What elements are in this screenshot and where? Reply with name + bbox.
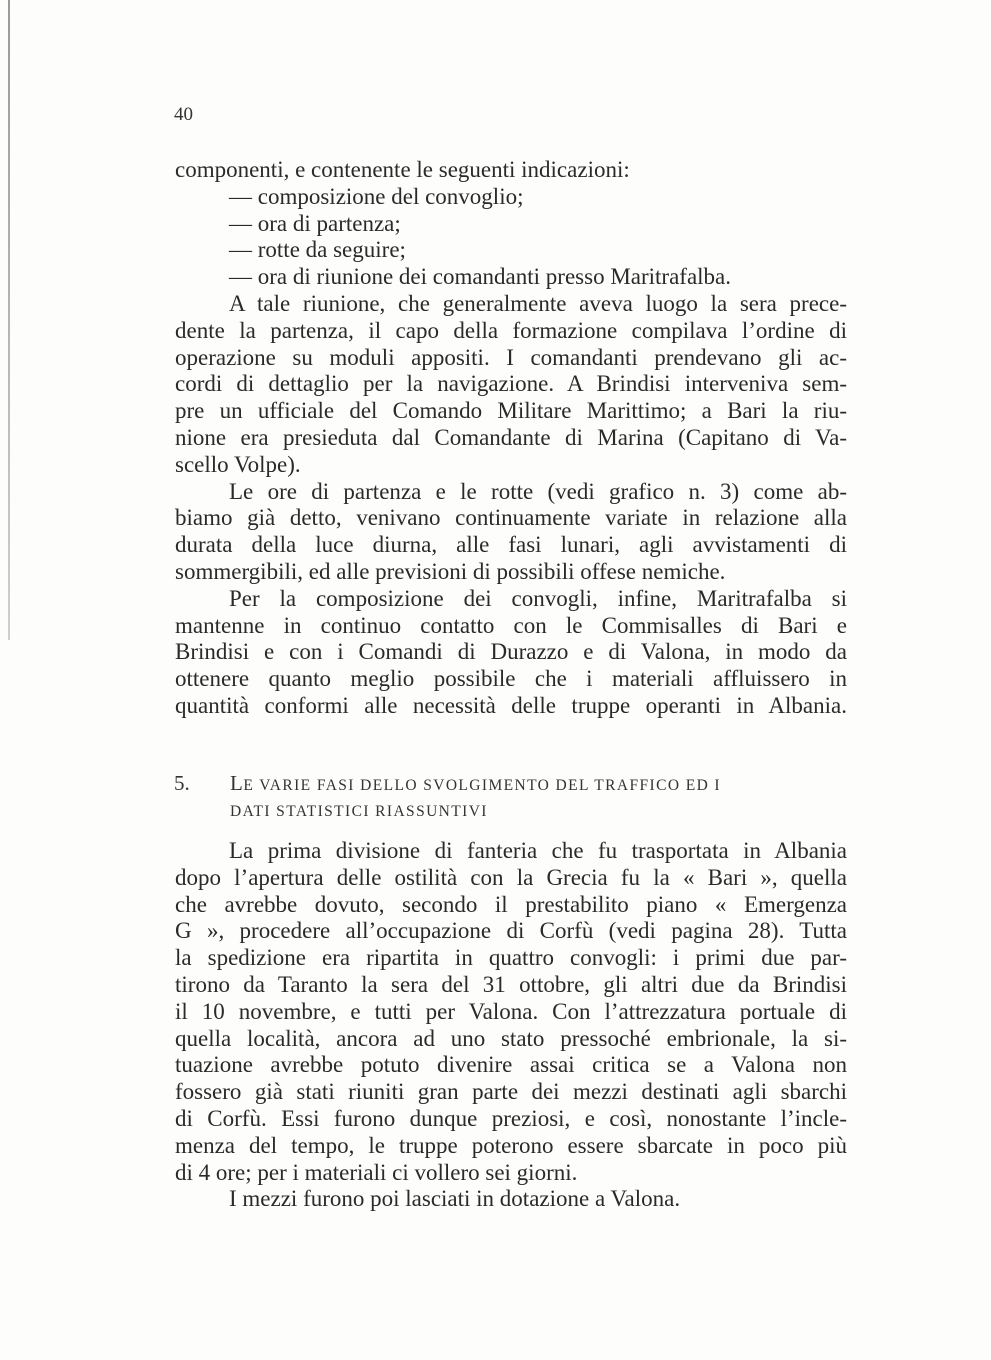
text-line: durata della luce diurna, alle fasi lunari, agli avvistamenti di: [175, 532, 847, 558]
text-line: la spedizione era ripartita in quattro convogli: i primi due par-: [175, 945, 847, 971]
text-line: dente la partenza, il capo della formazione compilava l’ordine di: [175, 317, 847, 343]
text-line: A tale riunione, che generalmente aveva luogo la sera prece-: [229, 290, 847, 316]
section-title-line2: DATI STATISTICI RIASSUNTIVI: [230, 803, 488, 820]
page-number: 40: [174, 104, 193, 125]
text-line: G », procedere all’occupazione di Corfù (vedi pagina 28). Tutta: [175, 918, 847, 944]
text-line: operazione su moduli appositi. I comandanti prendevano gli ac-: [175, 344, 847, 370]
text-line: sommergibili, ed alle previsioni di possibili offese nemiche.: [175, 558, 726, 584]
text-line: tuazione avrebbe potuto divenire assai critica se a Valona non: [175, 1052, 847, 1078]
page-binding-edge: [8, 0, 10, 640]
text-line: nione era presieduta dal Comandante di Marina (Capitano di Va-: [175, 424, 847, 450]
list-item: — rotte da seguire;: [229, 237, 406, 263]
text-line: cordi di dettaglio per la navigazione. A Brindisi interveniva sem-: [175, 371, 847, 397]
section-number: 5.: [174, 771, 190, 795]
text-line: La prima divisione di fanteria che fu trasportata in Albania: [229, 838, 847, 863]
text-line: fossero già stati riuniti gran parte dei mezzi destinati agli sbarchi: [175, 1079, 847, 1105]
section-text-block: [175, 838, 847, 1213]
section-title-initial: L: [230, 771, 244, 795]
text-line: di Corfù. Essi furono dunque preziosi, e così, nonostante l’incle-: [175, 1105, 847, 1131]
text-line: quella località, ancora ad uno stato pressoché embrionale, la si-: [175, 1025, 847, 1051]
text-line: Brindisi e con i Comandi di Durazzo e di Valona, in modo da: [175, 639, 847, 665]
text-line: dopo l’apertura delle ostilità con la Grecia fu la « Bari », quella: [175, 864, 847, 890]
text-line: menza del tempo, le truppe poterono essere sbarcate in poco più: [175, 1132, 847, 1158]
top-text-block: [175, 157, 847, 720]
list-item: — ora di riunione dei comandanti presso Maritrafalba.: [229, 264, 732, 290]
text-line: componenti, e contenente le seguenti indicazioni:: [175, 157, 630, 182]
text-line: quantità conformi alle necessità delle truppe operanti in Albania.: [175, 692, 847, 718]
list-item: — composizione del convoglio;: [229, 183, 524, 209]
text-line: mantenne in continuo contatto con le Commisalles di Bari e: [175, 612, 847, 638]
section-title-line1: E VARIE FASI DELLO SVOLGIMENTO DEL TRAFFICO ED I: [243, 777, 721, 794]
text-line: pre un ufficiale del Comando Militare Marittimo; a Bari la riu-: [175, 398, 847, 424]
text-line: biamo già detto, venivano continuamente variate in relazione alla: [175, 505, 847, 531]
text-line: il 10 novembre, e tutti per Valona. Con l’attrezzatura portuale di: [175, 998, 847, 1024]
text-line: Le ore di partenza e le rotte (vedi grafico n. 3) come ab-: [229, 478, 847, 504]
text-line: I mezzi furono poi lasciati in dotazione a Valona.: [229, 1186, 681, 1212]
list-item: — ora di partenza;: [229, 210, 401, 236]
text-line: tirono da Taranto la sera del 31 ottobre, gli altri due da Brindisi: [175, 971, 847, 997]
text-line: Per la composizione dei convogli, infine, Maritrafalba si: [229, 585, 847, 611]
text-line: scello Volpe).: [175, 451, 301, 477]
section-heading: [174, 770, 849, 825]
text-line: di 4 ore; per i materiali ci vollero sei giorni.: [175, 1159, 578, 1185]
text-line: che avrebbe dovuto, secondo il prestabilito piano « Emergenza: [175, 891, 847, 917]
text-line: ottenere quanto meglio possibile che i materiali affluissero in: [175, 666, 847, 692]
